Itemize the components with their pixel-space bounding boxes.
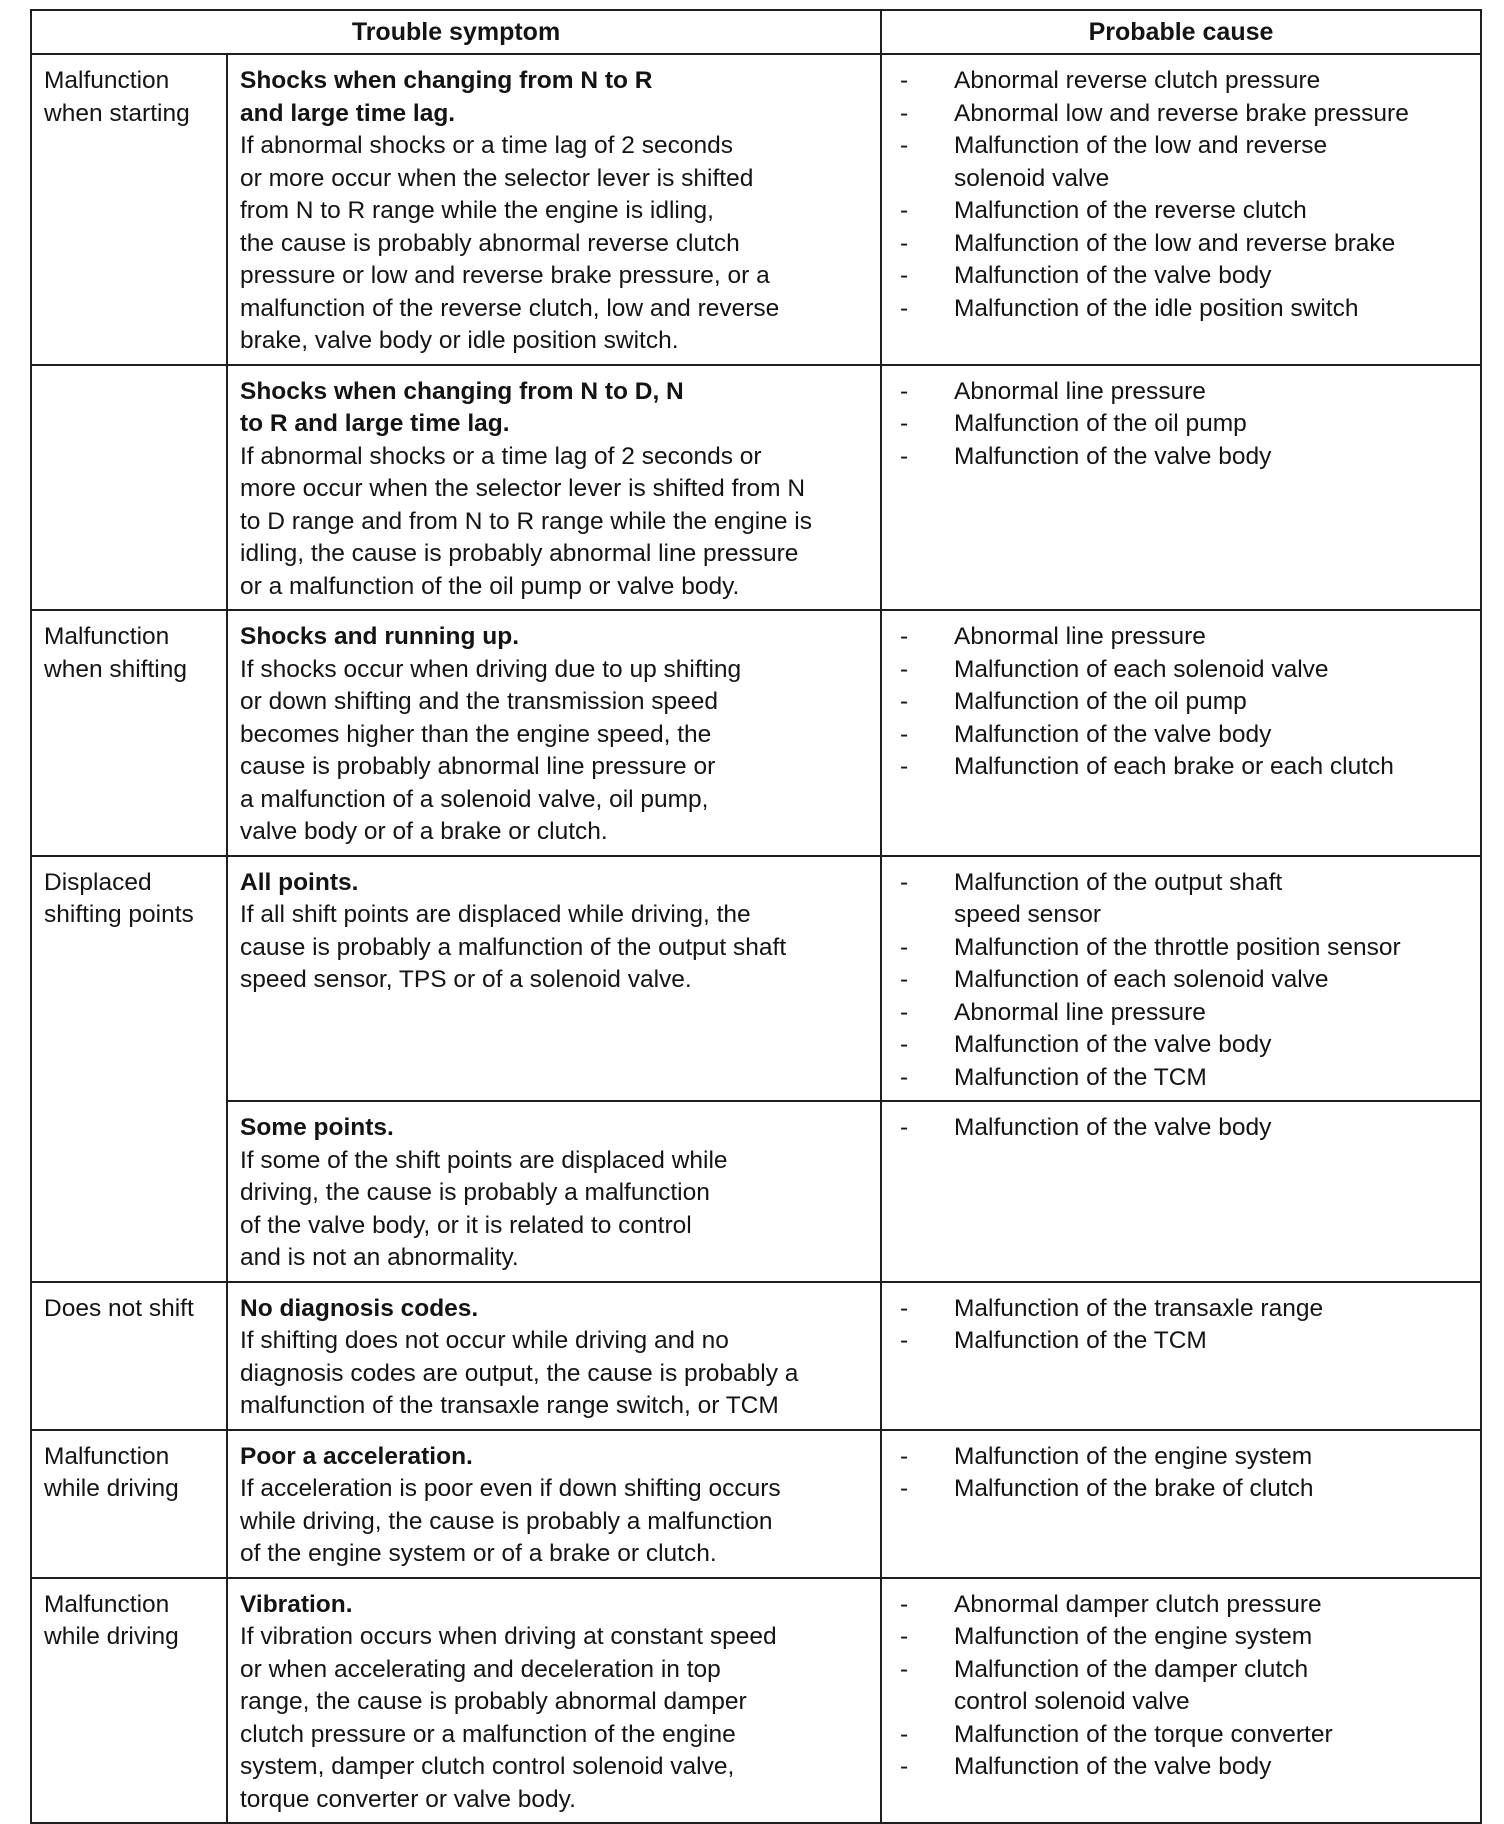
cause-cell [881,1101,1481,1282]
symptom-description: If abnormal shocks or a time lag of 2 seconds or more occur when the selector lever is shifted from N to D range and from N to R range while the engine is idling, the cause is probably abnormal line pressure or a malfunction of the oil pump or valve body. [240,442,812,600]
bullet-dash-icon: - [900,229,909,257]
bullet-dash-icon: - [900,868,909,896]
cause-item [894,751,1468,784]
cause-item [894,867,1468,932]
cause-text: Malfunction of the oil pump [954,688,1247,715]
cause-item [894,1293,1468,1326]
bullet-dash-icon: - [900,1590,909,1618]
bullet-dash-icon: - [900,262,909,289]
symptom-cell [227,1282,881,1430]
cause-cell [881,1282,1481,1430]
category-label: Malfunction while driving [44,1442,179,1502]
cause-text: Malfunction of the valve body [954,720,1272,748]
cause-item [894,1441,1468,1474]
symptom-cell [227,1430,881,1578]
symptom-title: Shocks when changing from N to D, N to R and large time lag. [240,377,684,437]
symptom-category [31,365,227,611]
cause-cell [881,54,1481,365]
bullet-dash-icon: - [900,1753,909,1780]
symptom-cell [227,365,881,611]
symptom-title: Poor a acceleration. [240,1442,473,1470]
cause-text: Malfunction of the idle position switch [954,294,1359,322]
cause-item [894,1654,1468,1719]
symptom-title: No diagnosis codes. [240,1294,479,1322]
category-label: Malfunction while driving [44,1590,179,1650]
cause-list [894,1441,1468,1506]
cause-text: Malfunction of the brake of clutch [954,1475,1314,1502]
cause-item [894,719,1468,752]
cause-item [894,1062,1468,1095]
bullet-dash-icon: - [900,623,909,650]
cause-item [894,621,1468,654]
cause-text: Abnormal reverse clutch pressure [954,67,1321,94]
bullet-dash-icon: - [900,67,909,94]
table-row [31,365,1481,611]
bullet-dash-icon: - [900,1114,909,1141]
trouble-symptom-header: Trouble symptom [31,10,881,54]
table-row [31,1101,1481,1282]
cause-item [894,1473,1468,1506]
bullet-dash-icon: - [900,1442,909,1470]
cause-text: Malfunction of the low and reverse brake [954,229,1396,257]
symptom-description: If shifting does not occur while driving and no diagnosis codes are output, the cause is probably a malfunction of the transaxle range switch, or TCM [240,1327,799,1419]
table-row [31,856,1481,1102]
cause-text: Abnormal line pressure [954,377,1206,405]
symptom-title: Shocks when changing from N to R and large time lag. [240,67,653,127]
cause-cell [881,365,1481,611]
symptom-category [31,610,227,856]
bullet-dash-icon: - [900,655,909,683]
cause-list [894,621,1468,784]
table-row [31,1282,1481,1430]
cause-item [894,1719,1468,1752]
bullet-dash-icon: - [900,753,909,780]
cause-text: Malfunction of each brake or each clutch [954,753,1394,780]
bullet-dash-icon: - [900,688,909,715]
table-row [31,610,1481,856]
cause-text: Malfunction of the TCM [954,1063,1207,1091]
bullet-dash-icon: - [900,410,909,437]
symptom-description: If some of the shift points are displaced while driving, the cause is probably a malfunction of the valve body, or it is related to control and is not an abnormality. [240,1146,728,1271]
cause-text: Malfunction of the valve body [954,1114,1272,1141]
cause-item [894,130,1468,195]
category-label: Malfunction when starting [44,67,190,127]
cause-item [894,1589,1468,1622]
bullet-dash-icon: - [900,1720,909,1748]
bullet-dash-icon: - [900,1655,909,1683]
bullet-dash-icon: - [900,442,909,470]
cause-text: Abnormal damper clutch pressure [954,1590,1322,1618]
probable-cause-header: Probable cause [881,10,1481,54]
cause-list [894,867,1468,1095]
symptom-category [31,1578,227,1824]
symptom-category [31,54,227,365]
bullet-dash-icon: - [900,132,909,159]
cause-item [894,1751,1468,1784]
symptom-title: Vibration. [240,1590,353,1618]
symptom-cell [227,1101,881,1282]
bullet-dash-icon: - [900,720,909,748]
cause-text: Abnormal low and reverse brake pressure [954,99,1409,127]
cause-cell [881,610,1481,856]
symptom-category [31,1430,227,1578]
bullet-dash-icon: - [900,294,909,322]
cause-text: Malfunction of the damper clutch control solenoid valve [954,1655,1309,1715]
cause-list [894,1112,1468,1145]
troubleshooting-table [30,9,1482,1824]
cause-cell [881,1430,1481,1578]
table-row [31,1430,1481,1578]
table-row [31,1578,1481,1824]
symptom-description: If all shift points are displaced while driving, the cause is probably a malfunction of the output shaft speed sensor, TPS or of a solenoid valve. [240,901,787,993]
symptom-title: Shocks and running up. [240,623,520,650]
cause-item [894,228,1468,261]
cause-item [894,98,1468,131]
cause-text: Malfunction of the torque converter [954,1720,1333,1748]
cause-item [894,1325,1468,1358]
cause-item [894,441,1468,474]
symptom-cell [227,610,881,856]
cause-text: Malfunction of the reverse clutch [954,197,1307,224]
cause-text: Malfunction of the valve body [954,1031,1272,1058]
symptom-category [31,1282,227,1430]
bullet-dash-icon: - [900,1327,909,1354]
cause-item [894,932,1468,965]
table-row [31,54,1481,365]
symptom-cell [227,1578,881,1824]
cause-text: Malfunction of the valve body [954,1753,1272,1780]
cause-item [894,260,1468,293]
category-label: Malfunction when shifting [44,623,188,683]
cause-text: Malfunction of the output shaft speed sensor [954,868,1283,928]
cause-item [894,408,1468,441]
cause-text: Malfunction of each solenoid valve [954,966,1329,993]
cause-cell [881,1578,1481,1824]
table-body [31,54,1481,1823]
cause-item [894,1029,1468,1062]
cause-text: Malfunction of the TCM [954,1327,1207,1354]
bullet-dash-icon: - [900,99,909,127]
cause-text: Malfunction of the throttle position sensor [954,933,1401,961]
cause-text: Malfunction of the engine system [954,1442,1313,1470]
cause-item [894,1621,1468,1654]
cause-text: Malfunction of the low and reverse solenoid valve [954,132,1328,192]
cause-list [894,1589,1468,1784]
cause-item [894,1112,1468,1145]
symptom-title: Some points. [240,1114,394,1141]
symptom-description: If acceleration is poor even if down shifting occurs while driving, the cause is probably a malfunction of the engine system or of a brake or clutch. [240,1475,781,1567]
symptom-cell [227,54,881,365]
cause-cell [881,856,1481,1102]
cause-item [894,376,1468,409]
cause-text: Malfunction of the valve body [954,262,1272,289]
cause-list [894,1293,1468,1358]
cause-item [894,195,1468,228]
cause-text: Abnormal line pressure [954,998,1206,1026]
cause-item [894,654,1468,687]
bullet-dash-icon: - [900,1623,909,1650]
symptom-cell [227,856,881,1102]
bullet-dash-icon: - [900,966,909,993]
symptom-description: If abnormal shocks or a time lag of 2 seconds or more occur when the selector lever is shifted from N to R range while the engine is idling, the cause is probably abnormal reverse clutch pressure or low and reverse brake pressure, or a malfunction of the reverse clutch, low and reverse brake, valve body or idle position switch. [240,132,780,354]
symptom-title: All points. [240,868,359,896]
bullet-dash-icon: - [900,377,909,405]
category-label: Displaced shifting points [44,868,194,928]
cause-item [894,65,1468,98]
cause-text: Malfunction of the oil pump [954,410,1247,437]
cause-list [894,376,1468,474]
bullet-dash-icon: - [900,1031,909,1058]
category-label: Does not shift [44,1294,194,1322]
cause-item [894,964,1468,997]
symptom-description: If vibration occurs when driving at constant speed or when accelerating and deceleration in top range, the cause is probably abnormal damper clutch pressure or a malfunction of the engine system, damper clutch control solenoid valve, torque converter or valve body. [240,1623,777,1813]
bullet-dash-icon: - [900,197,909,224]
bullet-dash-icon: - [900,1475,909,1502]
cause-item [894,997,1468,1030]
bullet-dash-icon: - [900,1294,909,1322]
cause-text: Malfunction of the valve body [954,442,1272,470]
symptom-description: If shocks occur when driving due to up shifting or down shifting and the transmission speed becomes higher than the engine speed, the cause is probably abnormal line pressure or a malfunction of a solenoid valve, oil pump, valve body or of a brake or clutch. [240,655,742,845]
bullet-dash-icon: - [900,933,909,961]
cause-item [894,686,1468,719]
cause-list [894,65,1468,325]
header-row [31,10,1481,54]
cause-text: Malfunction of the engine system [954,1623,1313,1650]
cause-text: Abnormal line pressure [954,623,1206,650]
cause-text: Malfunction of each solenoid valve [954,655,1329,683]
cause-item [894,293,1468,326]
symptom-category [31,856,227,1282]
bullet-dash-icon: - [900,1063,909,1091]
bullet-dash-icon: - [900,998,909,1026]
cause-text: Malfunction of the transaxle range [954,1294,1324,1322]
